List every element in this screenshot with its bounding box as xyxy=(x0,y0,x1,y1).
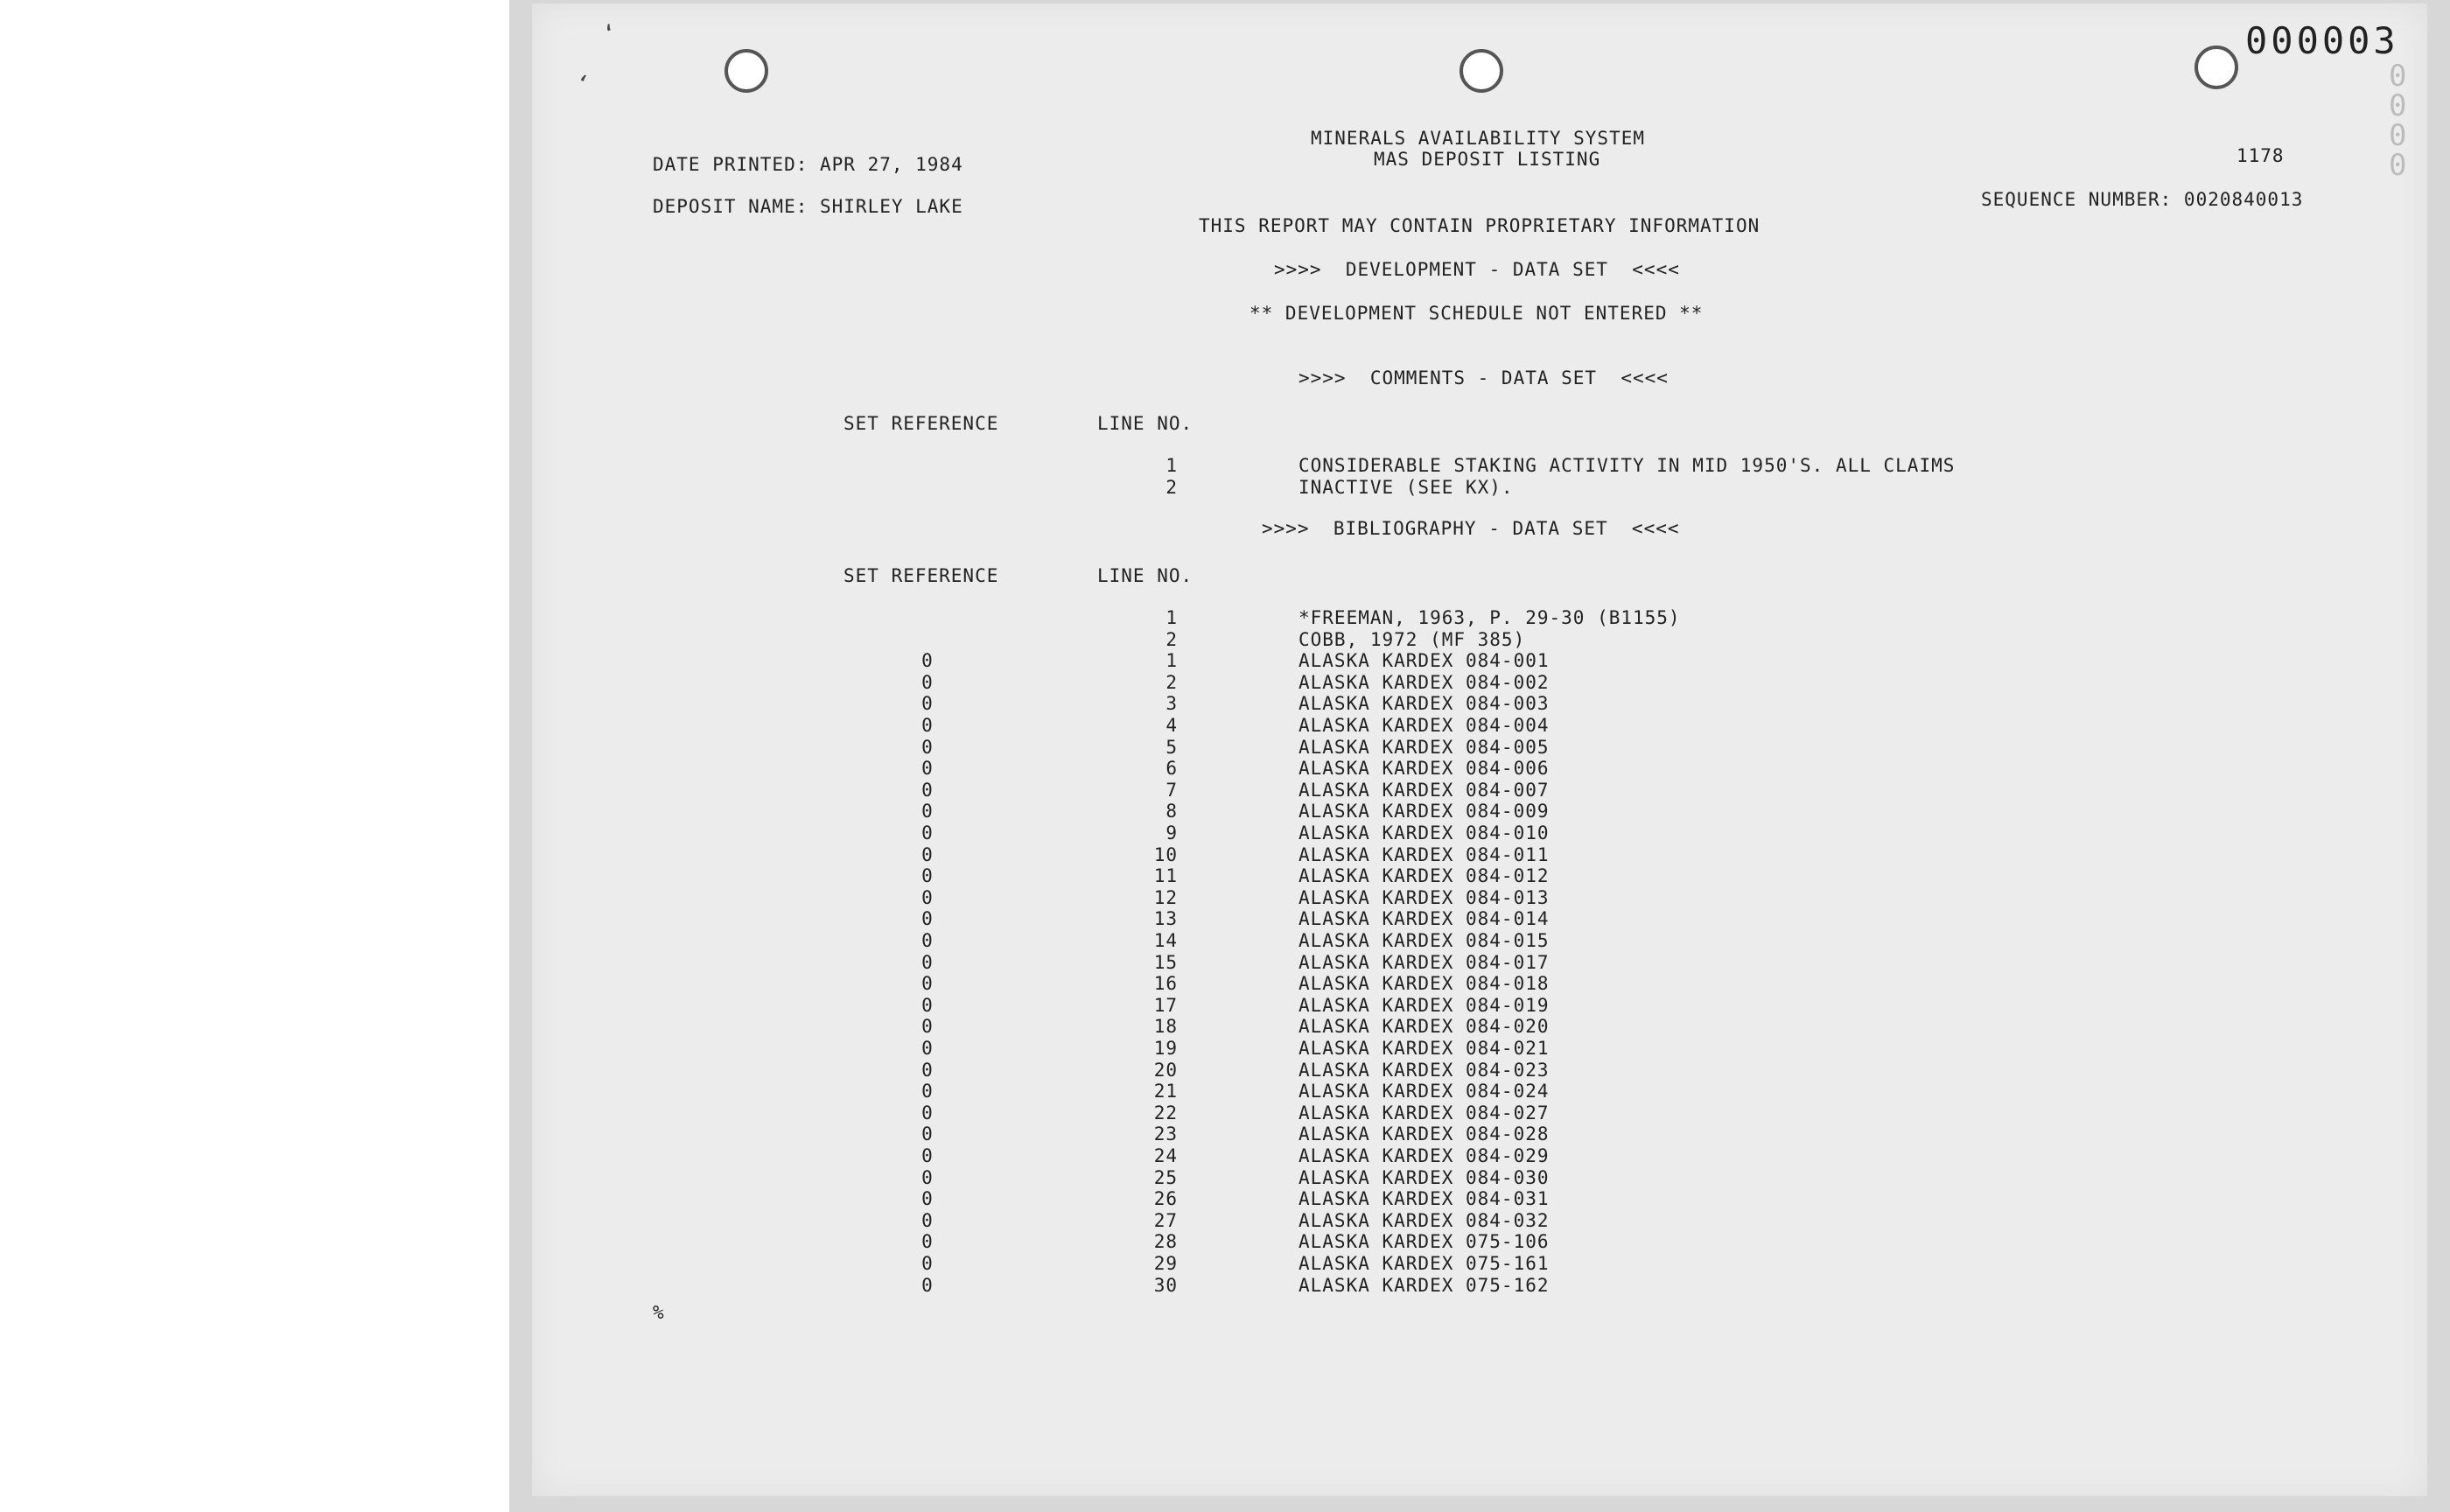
entry-text-cell: ALASKA KARDEX 084-017 xyxy=(1298,951,1550,973)
line-number-cell: 4 xyxy=(1166,715,1178,736)
entry-text-cell: ALASKA KARDEX 084-004 xyxy=(1298,715,1550,736)
line-number-cell: 17 xyxy=(1153,994,1178,1016)
entry-text-cell: INACTIVE (SEE KX). xyxy=(1298,476,1514,498)
entry-text-cell: ALASKA KARDEX 075-161 xyxy=(1298,1253,1550,1274)
date-printed: DATE PRINTED: APR 27, 1984 xyxy=(653,154,963,175)
set-reference-cell: 0 xyxy=(921,1209,934,1231)
entry-text-cell: ALASKA KARDEX 084-013 xyxy=(1298,886,1550,908)
set-reference-cell: 0 xyxy=(921,801,934,822)
entry-text-cell: ALASKA KARDEX 084-009 xyxy=(1298,801,1550,822)
line-number-cell: 2 xyxy=(1166,628,1178,650)
line-number-cell: 27 xyxy=(1153,1209,1178,1231)
entry-text-cell: COBB, 1972 (MF 385) xyxy=(1298,628,1526,650)
entry-text-cell: ALASKA KARDEX 084-010 xyxy=(1298,822,1550,844)
system-title: MINERALS AVAILABILITY SYSTEM xyxy=(1311,128,1646,149)
set-reference-cell: 0 xyxy=(921,1166,934,1188)
line-number-cell: 7 xyxy=(1166,779,1178,801)
line-number-cell: 2 xyxy=(1166,476,1178,498)
set-reference-cell: 0 xyxy=(921,650,934,672)
entry-text-cell: ALASKA KARDEX 084-003 xyxy=(1298,693,1550,715)
entry-text-cell: ALASKA KARDEX 084-021 xyxy=(1298,1038,1550,1059)
comments-heading: >>>> COMMENTS - DATA SET <<<< xyxy=(1298,368,1669,388)
line-number-cell: 22 xyxy=(1153,1102,1178,1124)
entry-text-cell: ALASKA KARDEX 075-106 xyxy=(1298,1231,1550,1253)
entry-text-cell: ALASKA KARDEX 084-014 xyxy=(1298,908,1550,930)
entry-text-cell: ALASKA KARDEX 084-018 xyxy=(1298,973,1550,995)
pen-mark-icon: ‘ xyxy=(573,69,590,102)
line-number-cell: 21 xyxy=(1153,1081,1178,1102)
set-reference-cell: 0 xyxy=(921,822,934,844)
page-number: 1178 xyxy=(2236,145,2285,166)
set-reference-cell: 0 xyxy=(921,844,934,865)
set-reference-cell: 0 xyxy=(921,865,934,887)
set-reference-cell: 0 xyxy=(921,1145,934,1166)
pen-mark-icon: ‘ xyxy=(602,18,621,51)
development-heading: >>>> DEVELOPMENT - DATA SET <<<< xyxy=(1274,259,1680,280)
entry-text-cell: ALASKA KARDEX 084-002 xyxy=(1298,671,1550,693)
set-reference-cell: 0 xyxy=(921,715,934,736)
comments-col-line-no: LINE NO. xyxy=(1097,413,1194,434)
line-number-cell: 10 xyxy=(1153,844,1178,865)
punch-hole-center xyxy=(1460,49,1503,93)
set-reference-cell: 0 xyxy=(921,1081,934,1102)
footer-percent-mark: % xyxy=(653,1302,665,1323)
entry-text-cell: ALASKA KARDEX 084-027 xyxy=(1298,1102,1550,1124)
set-reference-cell: 0 xyxy=(921,930,934,951)
line-number-cell: 25 xyxy=(1153,1166,1178,1188)
bibliography-col-line-no: LINE NO. xyxy=(1097,565,1194,586)
punch-hole-left xyxy=(724,49,768,93)
line-number-cell: 19 xyxy=(1153,1038,1178,1059)
line-number-cell: 8 xyxy=(1166,801,1178,822)
bibliography-heading: >>>> BIBLIOGRAPHY - DATA SET <<<< xyxy=(1262,518,1680,539)
entry-text-cell: ALASKA KARDEX 084-029 xyxy=(1298,1145,1550,1166)
line-number-cell: 15 xyxy=(1153,951,1178,973)
set-reference-cell: 0 xyxy=(921,1016,934,1038)
set-reference-cell: 0 xyxy=(921,1188,934,1210)
set-reference-cell: 0 xyxy=(921,1059,934,1081)
line-number-cell: 9 xyxy=(1166,822,1178,844)
line-number-cell: 26 xyxy=(1153,1188,1178,1210)
set-reference-cell: 0 xyxy=(921,1038,934,1059)
entry-text-cell: ALASKA KARDEX 084-006 xyxy=(1298,758,1550,780)
set-reference-cell: 0 xyxy=(921,693,934,715)
line-number-cell: 1 xyxy=(1166,455,1178,476)
entry-text-cell: ALASKA KARDEX 084-005 xyxy=(1298,736,1550,758)
entry-text-cell: ALASKA KARDEX 084-007 xyxy=(1298,779,1550,801)
line-number-cell: 30 xyxy=(1153,1274,1178,1296)
page-stamp: 000003 xyxy=(2245,19,2399,62)
proprietary-notice: THIS REPORT MAY CONTAIN PROPRIETARY INFORMATION xyxy=(1199,215,1760,236)
line-number-cell: 1 xyxy=(1166,607,1178,628)
line-number-cell: 28 xyxy=(1153,1231,1178,1253)
set-reference-cell: 0 xyxy=(921,671,934,693)
line-number-cell: 1 xyxy=(1166,650,1178,672)
line-number-cell: 14 xyxy=(1153,930,1178,951)
listing-title: MAS DEPOSIT LISTING xyxy=(1374,149,1601,170)
sequence-number: SEQUENCE NUMBER: 0020840013 xyxy=(1981,189,2304,210)
line-number-cell: 11 xyxy=(1153,865,1178,887)
entry-text-cell: ALASKA KARDEX 084-030 xyxy=(1298,1166,1550,1188)
line-number-cell: 2 xyxy=(1166,671,1178,693)
entry-text-cell: ALASKA KARDEX 084-015 xyxy=(1298,930,1550,951)
set-reference-cell: 0 xyxy=(921,779,934,801)
entry-text-cell: ALASKA KARDEX 084-028 xyxy=(1298,1124,1550,1145)
entry-text-cell: ALASKA KARDEX 084-011 xyxy=(1298,844,1550,865)
comments-col-set-reference: SET REFERENCE xyxy=(844,413,999,434)
set-reference-cell: 0 xyxy=(921,1102,934,1124)
bibliography-col-set-reference: SET REFERENCE xyxy=(844,565,999,586)
entry-text-cell: ALASKA KARDEX 084-023 xyxy=(1298,1059,1550,1081)
set-reference-cell: 0 xyxy=(921,1231,934,1253)
set-reference-cell: 0 xyxy=(921,1253,934,1274)
line-number-cell: 29 xyxy=(1153,1253,1178,1274)
line-number-cell: 23 xyxy=(1153,1124,1178,1145)
set-reference-cell: 0 xyxy=(921,994,934,1016)
line-number-cell: 6 xyxy=(1166,758,1178,780)
entry-text-cell: CONSIDERABLE STAKING ACTIVITY IN MID 1950'S. ALL CLAIMS xyxy=(1298,455,1956,476)
entry-text-cell: ALASKA KARDEX 084-012 xyxy=(1298,865,1550,887)
entry-text-cell: ALASKA KARDEX 084-032 xyxy=(1298,1209,1550,1231)
line-number-cell: 18 xyxy=(1153,1016,1178,1038)
line-number-cell: 20 xyxy=(1153,1059,1178,1081)
set-reference-cell: 0 xyxy=(921,973,934,995)
set-reference-cell: 0 xyxy=(921,736,934,758)
set-reference-cell: 0 xyxy=(921,908,934,930)
entry-text-cell: ALASKA KARDEX 084-001 xyxy=(1298,650,1550,672)
development-note: ** DEVELOPMENT SCHEDULE NOT ENTERED ** xyxy=(1250,303,1704,324)
set-reference-cell: 0 xyxy=(921,951,934,973)
set-reference-cell: 0 xyxy=(921,1124,934,1145)
line-number-cell: 24 xyxy=(1153,1145,1178,1166)
line-number-cell: 5 xyxy=(1166,736,1178,758)
line-number-cell: 3 xyxy=(1166,693,1178,715)
set-reference-cell: 0 xyxy=(921,886,934,908)
line-number-cell: 16 xyxy=(1153,973,1178,995)
set-reference-cell: 0 xyxy=(921,1274,934,1296)
punch-hole-right xyxy=(2194,46,2238,89)
entry-text-cell: ALASKA KARDEX 084-024 xyxy=(1298,1081,1550,1102)
deposit-name: DEPOSIT NAME: SHIRLEY LAKE xyxy=(653,196,963,217)
set-reference-cell: 0 xyxy=(921,758,934,780)
line-number-cell: 12 xyxy=(1153,886,1178,908)
entry-text-cell: ALASKA KARDEX 084-019 xyxy=(1298,994,1550,1016)
entry-text-cell: *FREEMAN, 1963, P. 29-30 (B1155) xyxy=(1298,607,1681,628)
line-number-cell: 13 xyxy=(1153,908,1178,930)
stamp-bleed-through: 0000 xyxy=(2389,59,2407,183)
entry-text-cell: ALASKA KARDEX 084-031 xyxy=(1298,1188,1550,1210)
entry-text-cell: ALASKA KARDEX 075-162 xyxy=(1298,1274,1550,1296)
entry-text-cell: ALASKA KARDEX 084-020 xyxy=(1298,1016,1550,1038)
